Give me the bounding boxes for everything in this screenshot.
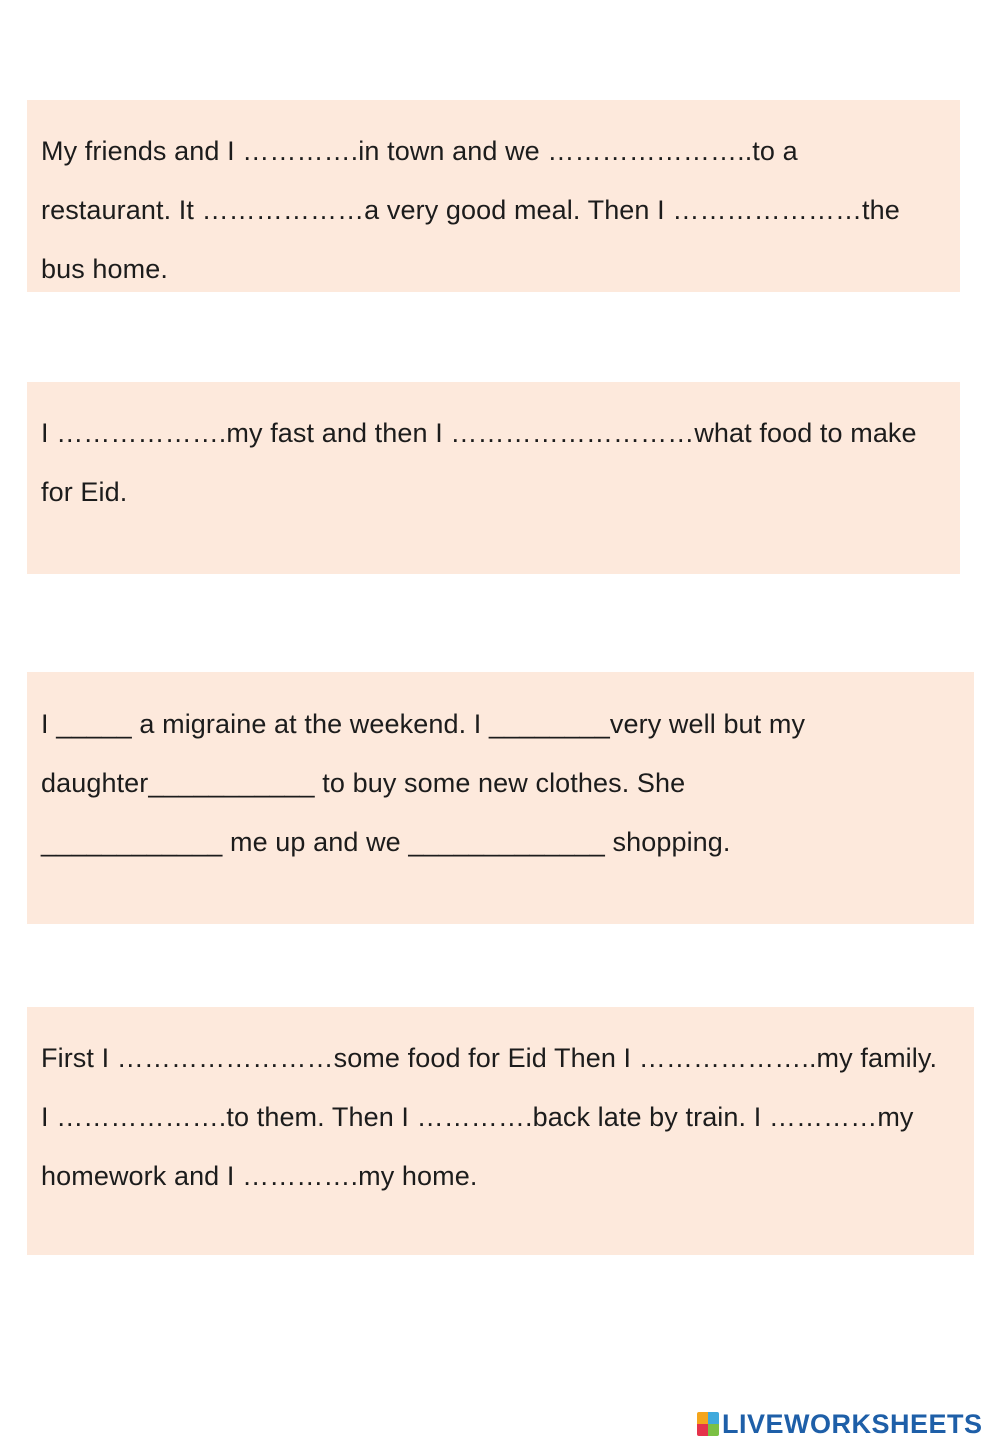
exercise-line: I _____ a migraine at the weekend. I ________very well but my [41, 709, 806, 739]
exercise-box-3 [27, 672, 974, 924]
logo-text: LIVEWORKSHEETS [722, 1409, 983, 1439]
exercise-line: daughter___________ to buy some new clothes. She [41, 768, 686, 798]
exercise-line: bus home. [41, 254, 168, 284]
exercise-line: restaurant. It ………………a very good meal. Then I …………………the [41, 195, 900, 225]
exercise-box-1 [27, 100, 960, 292]
liveworksheets-logo [697, 1407, 983, 1441]
exercise-line: I ……………….to them. Then I ………….back late by train. I …………my [41, 1102, 914, 1132]
exercise-line: I ……………….my fast and then I ………………………what food to make [41, 418, 917, 448]
exercise-line: ____________ me up and we _____________ shopping. [41, 827, 731, 857]
exercise-box-4 [27, 1007, 974, 1255]
exercise-box-2 [27, 382, 960, 574]
exercise-line: First I ……………………some food for Eid Then I ………………..my family. [41, 1043, 938, 1073]
exercise-line: for Eid. [41, 477, 128, 507]
logo-blocks-icon [697, 1412, 719, 1436]
exercise-line: homework and I ………….my home. [41, 1161, 478, 1191]
exercise-line: My friends and I ………….in town and we …………………..to a [41, 136, 798, 166]
